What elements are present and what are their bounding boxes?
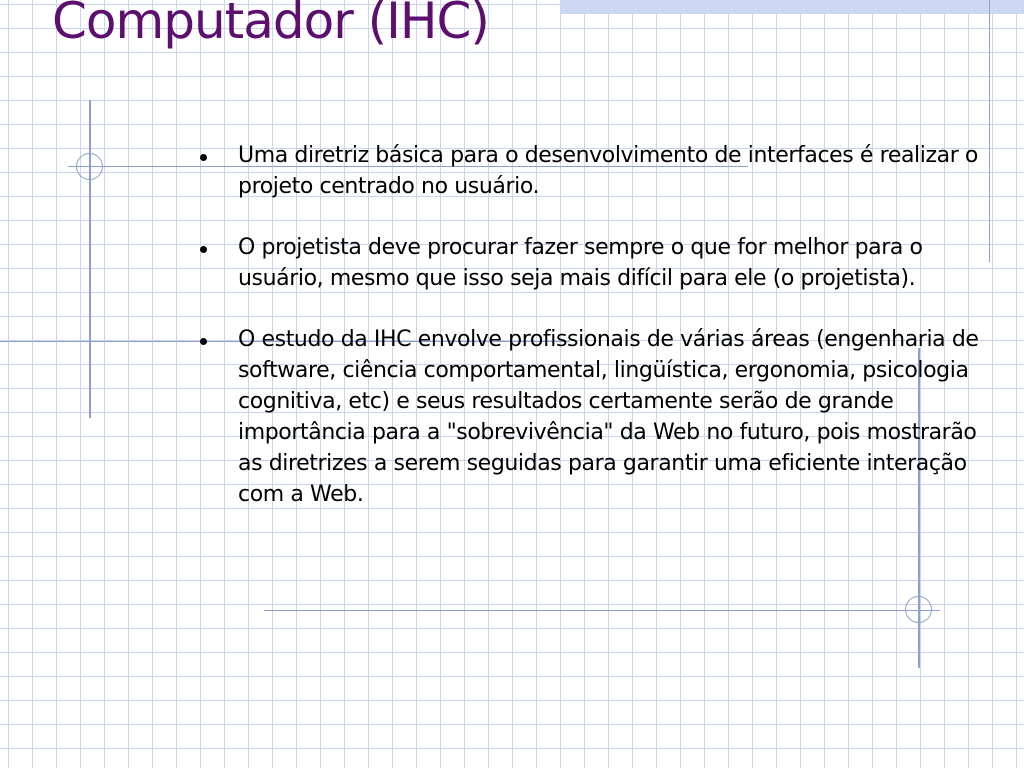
bullet-item [200, 232, 990, 294]
decorative-line-vertical-left [89, 100, 91, 418]
bullet-text: Uma diretriz básica para o desenvolvimento de interfaces é realizar o projeto centrado no usuário. [238, 143, 978, 199]
bullet-dot-icon [200, 338, 207, 345]
bullet-list [200, 140, 990, 540]
bullet-item [200, 140, 990, 202]
decorative-line-horizontal-bottom [264, 610, 940, 611]
decorative-circle-left [76, 153, 103, 180]
bullet-text: O estudo da IHC envolve profissionais de várias áreas (engenharia de software, ciência comportamental, lingüística, ergonomia, psicologia cognitiva, etc) e seus resultados certamente serão de grande importância para a "sobrevivência" da Web no futuro, pois mostrarão as diretrizes a serem seguidas para garantir uma eficiente interação com a Web. [238, 327, 979, 507]
bullet-text: O projetista deve procurar fazer sempre o que for melhor para o usuário, mesmo que isso seja mais difícil para ele (o projetista). [238, 235, 923, 291]
bullet-item [200, 324, 990, 510]
bullet-dot-icon [200, 246, 207, 253]
decorative-circle-right [905, 596, 932, 623]
top-accent-bar [560, 0, 1024, 14]
slide-title: Computador (IHC) [52, 0, 489, 50]
bullet-dot-icon [200, 154, 207, 161]
